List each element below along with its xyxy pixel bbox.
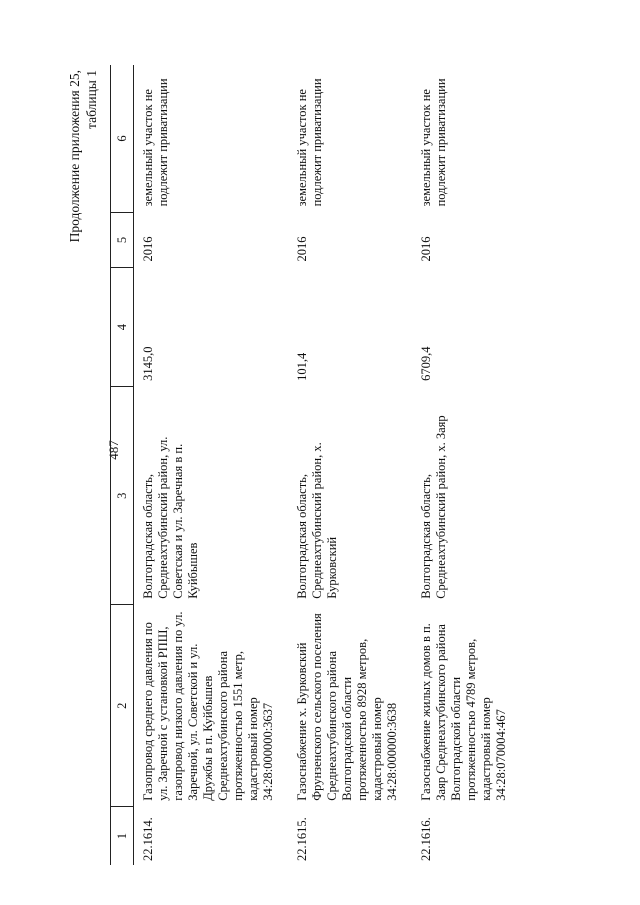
object-note: земельный участок не подлежит приватизации bbox=[295, 78, 324, 207]
table-row bbox=[288, 65, 412, 865]
header-col-2: 2 bbox=[111, 605, 134, 807]
object-address: Волгоградская область, Среднеахтубинский район, ул. Советская и ул. Заречная в п. Куйбышев bbox=[141, 436, 200, 599]
object-note: земельный участок не подлежит приватизации bbox=[419, 78, 448, 207]
object-year: 2016 bbox=[295, 236, 309, 262]
continuation-line-1: Продолжение приложения 25, bbox=[67, 70, 82, 243]
continuation-line-2: таблицы 1 bbox=[84, 70, 99, 129]
header-col-6: 6 bbox=[111, 65, 134, 212]
object-area: 6709,4 bbox=[419, 346, 433, 381]
land-plots-table bbox=[110, 65, 521, 865]
table-header bbox=[111, 65, 134, 865]
object-area: 101,4 bbox=[295, 352, 309, 381]
header-col-1: 1 bbox=[111, 807, 134, 865]
object-address: Волгоградская область, Среднеахтубинский район, х. Заяр bbox=[419, 415, 448, 599]
object-address: Волгоградская область, Среднеахтубинский район, х. Бурковский bbox=[295, 442, 339, 599]
object-year: 2016 bbox=[419, 236, 433, 262]
object-area: 3145,0 bbox=[141, 346, 155, 381]
header-row bbox=[111, 65, 134, 865]
table-row bbox=[134, 65, 289, 865]
table-container bbox=[110, 45, 521, 865]
row-number: 22.1614. bbox=[141, 817, 155, 861]
row-number: 22.1615. bbox=[295, 817, 309, 861]
object-name: Газоснабжение жилых домов в п. Заяр Среднеахтубинского района Волгоградской области протяженностью 4789 метров, кадастровый номер 34:28:070004:467 bbox=[419, 623, 508, 801]
header-col-4: 4 bbox=[111, 268, 134, 387]
table-body bbox=[134, 65, 522, 865]
object-name: Газоснабжение х. Бурковский Фрунзенского сельского поселения Среднеахтубинского района Волгоградской области протяженностью 8928 метров, кадастровый номер 34:28:000000:3638 bbox=[295, 613, 399, 801]
header-col-5: 5 bbox=[111, 212, 134, 267]
table-row bbox=[412, 65, 521, 865]
object-name: Газопровод среднего давления по ул. Заречной с установкой РПШ, газопровод низкого давления по ул. Заречной, ул. Советской и ул. Дружбы в п. Куйбышев Среднеахтубинского района протяженностью 1551 метр, кадастровый номер 34:28:000000:3637 bbox=[141, 611, 275, 801]
object-year: 2016 bbox=[141, 236, 155, 262]
object-note: земельный участок не подлежит приватизации bbox=[141, 78, 170, 207]
header-col-3: 3 bbox=[111, 387, 134, 605]
page-number: 487 bbox=[106, 440, 121, 460]
row-number: 22.1616. bbox=[419, 817, 433, 861]
continuation-note bbox=[66, 70, 100, 290]
